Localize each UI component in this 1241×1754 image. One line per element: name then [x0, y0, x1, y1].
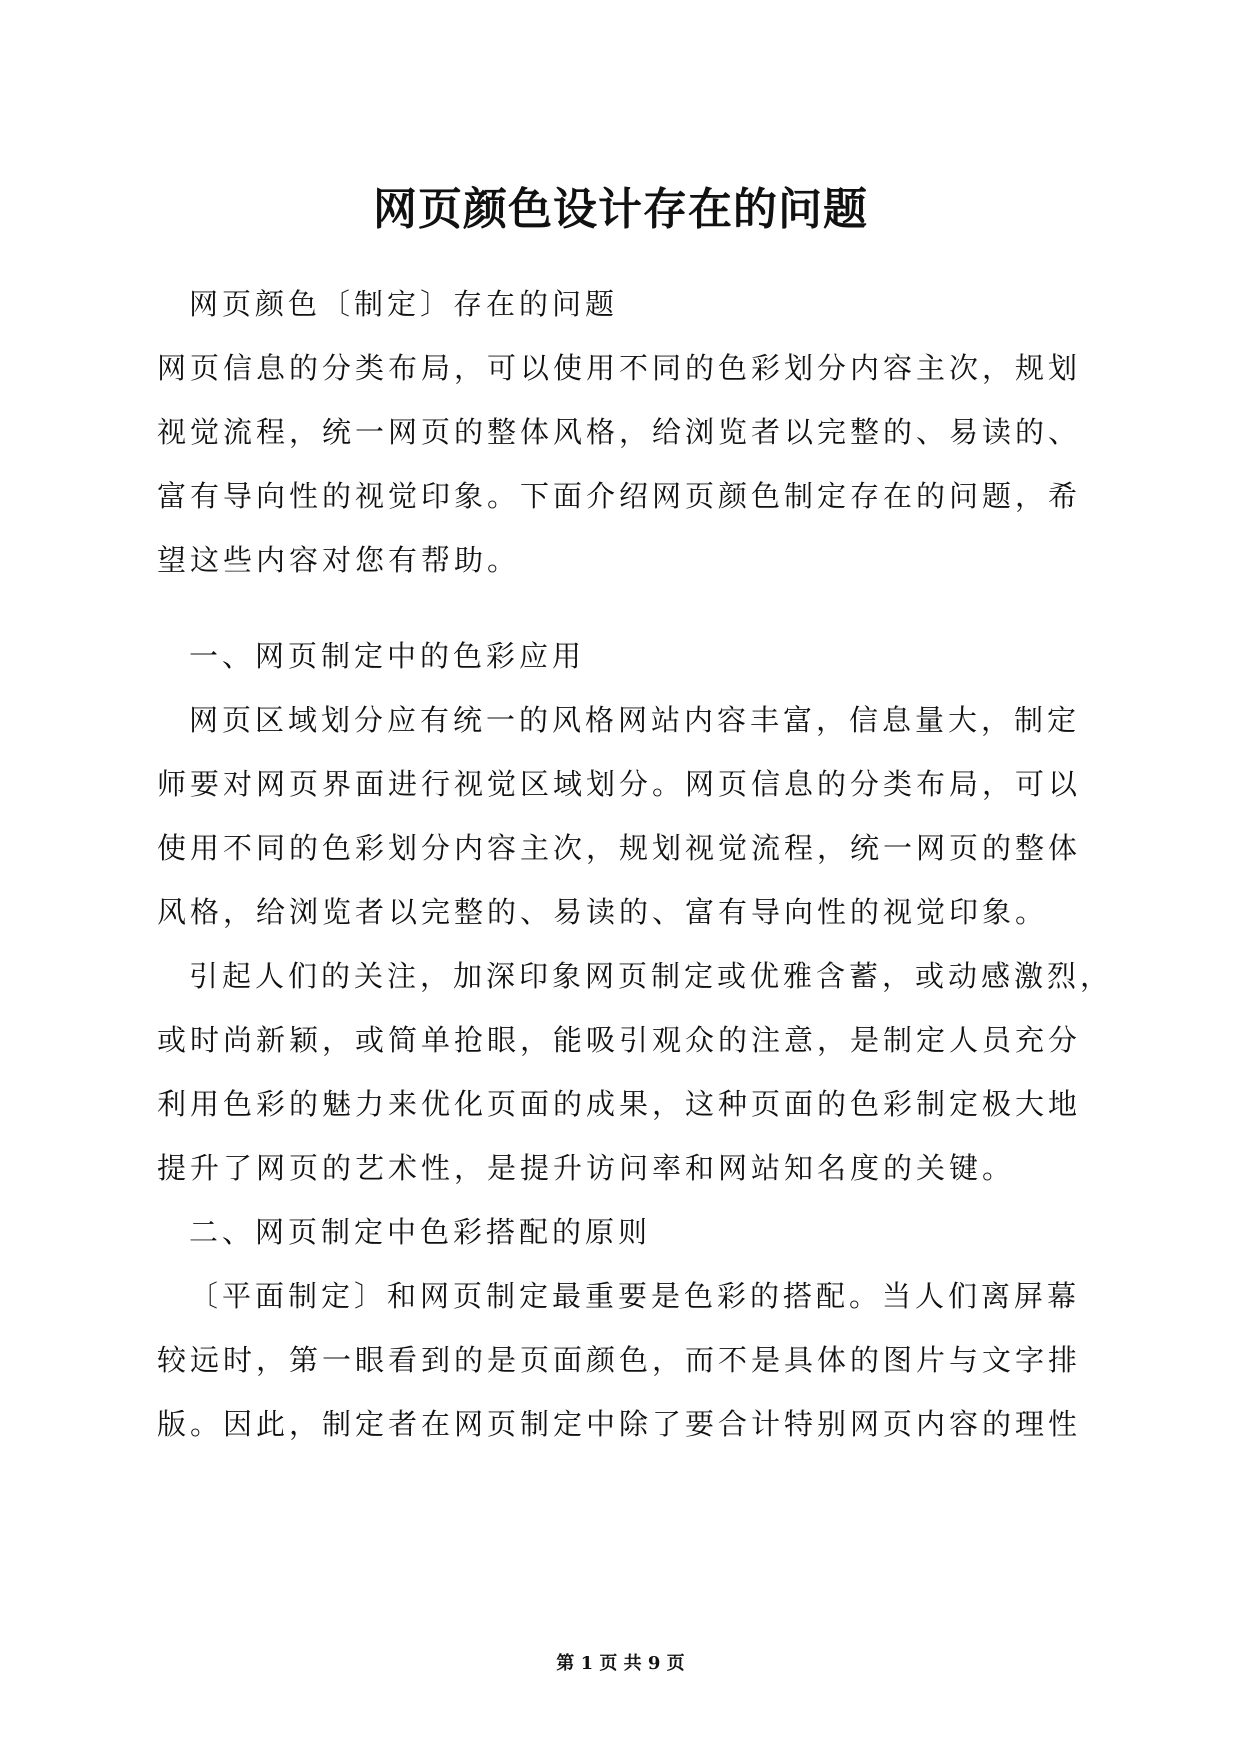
section-heading: 一、网页制定中的色彩应用	[189, 639, 586, 673]
paragraph-line: 网页区域划分应有统一的风格网站内容丰富，信息量大，制定	[189, 703, 1081, 737]
paragraph-line: 提升了网页的艺术性，是提升访问率和网站知名度的关键。	[157, 1151, 1016, 1185]
document-title: 网页颜色设计存在的问题	[373, 184, 868, 235]
intro-block	[157, 272, 1087, 592]
paragraph-line: 富有导向性的视觉印象。下面介绍网页颜色制定存在的问题，希	[157, 479, 1082, 513]
paragraph-line: 风格，给浏览者以完整的、易读的、富有导向性的视觉印象。	[157, 895, 1049, 929]
page-footer: 第 1 页 共 9 页	[556, 1653, 685, 1674]
paragraph-line: 或时尚新颖，或简单抢眼，能吸引观众的注意，是制定人员充分	[157, 1023, 1082, 1057]
paragraph-line: 视觉流程，统一网页的整体风格，给浏览者以完整的、易读的、	[157, 415, 1082, 449]
paragraph-line: 网页信息的分类布局，可以使用不同的色彩划分内容主次，规划	[157, 351, 1082, 385]
subtitle-line: 网页颜色〔制定〕存在的问题	[189, 287, 619, 321]
paragraph-line: 〔平面制定〕和网页制定最重要是色彩的搭配。当人们离屏幕	[189, 1279, 1081, 1313]
section-heading: 二、网页制定中色彩搭配的原则	[189, 1215, 652, 1249]
paragraph-line: 使用不同的色彩划分内容主次，规划视觉流程，统一网页的整体	[157, 831, 1082, 865]
paragraph-line: 师要对网页界面进行视觉区域划分。网页信息的分类布局，可以	[157, 767, 1082, 801]
paragraph-line: 引起人们的关注，加深印象网页制定或优雅含蓄，或动感激烈，	[189, 959, 1114, 993]
paragraph-line: 望这些内容对您有帮助。	[157, 543, 521, 577]
main-block	[157, 624, 1114, 1456]
paragraph-line: 较远时，第一眼看到的是页面颜色，而不是具体的图片与文字排	[157, 1343, 1082, 1377]
paragraph-line: 利用色彩的魅力来优化页面的成果，这种页面的色彩制定极大地	[157, 1087, 1082, 1121]
paragraph-line: 版。因此，制定者在网页制定中除了要合计特别网页内容的理性	[157, 1407, 1082, 1441]
